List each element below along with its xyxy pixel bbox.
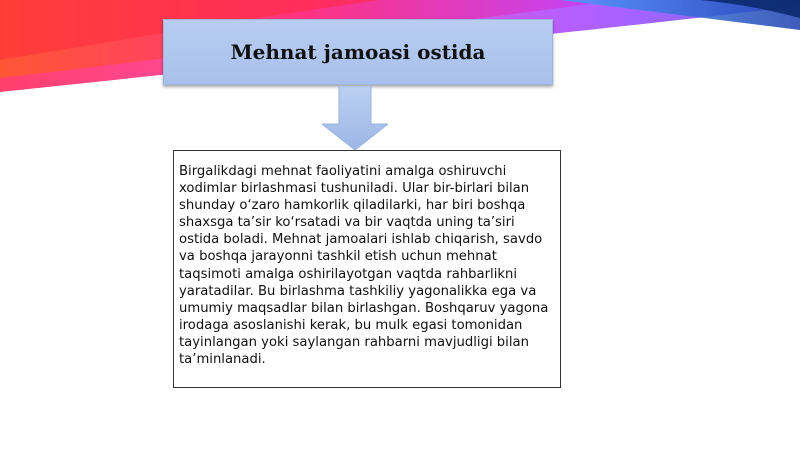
slide-title: Mehnat jamoasi ostida — [230, 40, 486, 64]
down-arrow-icon — [322, 86, 388, 150]
description-box — [173, 150, 561, 388]
title-box — [163, 19, 553, 85]
description-text: Birgalikdagi mehnat faoliyatini amalga oshiruvchi xodimlar birlashmasi tushuniladi. Ular bir-birlari bilan shunday o‘zaro hamkorlik qiladilarki, har biri boshqa shaxsga ta’sir ko‘rsatadi va bir vaqtda uning ta’siri ostida boladi. Mehnat jamoalari ishlab chiqarish, savdo va boshqa jarayonni tashkil etish uchun mehnat taqsimoti amalga oshirilayotgan vaqtda rahbarlikni yaratadilar. Bu birlashma tashkiliy yagonalikka ega va umumiy maqsadlar bilan birlashgan. Boshqaruv yagona irodaga asoslanishi kerak, bu mulk egasi tomonidan tayinlangan yoki saylangan rahbarni mavjudligi bilan ta’minlanadi. — [179, 164, 549, 368]
